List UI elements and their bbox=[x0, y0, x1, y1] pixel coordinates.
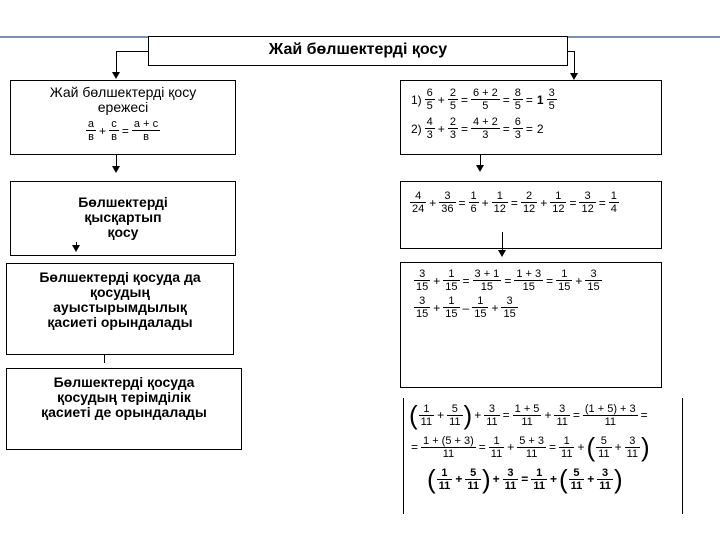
associative-box bbox=[6, 368, 242, 450]
example-commutative-1: $\frac{3}{15}$ + $\frac{1}{15}$ = $\frac{3 + 1}{15}$ = $\frac{1 + 3}{15}$ = $\frac{1}{15}$ + $\frac{3}{15}$ bbox=[416, 268, 600, 293]
connector bbox=[574, 51, 575, 74]
commutative-label: ауыстырымдылық bbox=[53, 299, 187, 315]
associative-label: қасиеті де орындалады bbox=[41, 404, 207, 420]
example-1: 1) $\frac{6}{5}$ + $\frac{2}{5}$ = $\frac{6 + 2}{5}$ = $\frac{8}{5}$ = 1 $\frac{3}{5}$ bbox=[411, 87, 555, 112]
rule-label: Жай бөлшектерді қосу bbox=[49, 84, 197, 100]
reduce-label: қосу bbox=[107, 224, 139, 240]
arrow-head bbox=[72, 245, 80, 252]
example-box-1 bbox=[400, 80, 662, 155]
arrow-head bbox=[112, 166, 120, 173]
example-box-3 bbox=[400, 262, 662, 388]
rule-box bbox=[10, 80, 236, 155]
commutative-label: Бөлшектерді қосуда да bbox=[39, 269, 201, 285]
arrow-head bbox=[570, 73, 578, 80]
arrow-head bbox=[498, 250, 506, 257]
diagram-title: Жай бөлшектерді қосу bbox=[148, 36, 568, 66]
arrow-head bbox=[112, 72, 120, 79]
example-associative bbox=[403, 398, 683, 514]
reduce-label: қысқартып bbox=[84, 209, 162, 225]
commutative-box bbox=[6, 263, 234, 355]
reduce-box bbox=[10, 181, 236, 256]
rule-formula: $\frac{a}{в}$ + $\frac{c}{в}$ = $\frac{a + c}{в}$ bbox=[87, 118, 159, 143]
example-associative-3: ( $\frac{1}{11}$ + $\frac{5}{11}$ ) + $\frac{3}{11}$ = $\frac{1}{11}$ + ( $\frac{5}{11}$ + $\frac{3}{11}$ ) bbox=[427, 464, 623, 494]
example-commutative-2: $\frac{3}{15}$ + $\frac{1}{15}$ – $\frac{1}{15}$ + $\frac{3}{15}$ bbox=[416, 295, 516, 320]
example-reduce: $\frac{4}{24}$ + $\frac{3}{36}$ = $\frac{1}{6}$ + $\frac{1}{12}$ = $\frac{2}{12}$ + $\frac{1}{12}$ = $\frac{3}{12}$ = $\frac{1}{4}$ bbox=[412, 190, 617, 215]
connector bbox=[502, 232, 503, 252]
example-associative-1: ( $\frac{1}{11}$ + $\frac{5}{11}$ ) + $\frac{3}{11}$ = $\frac{1 + 5}{11}$ + $\frac{3}{11}$ = $\frac{(1 + 5) + 3}{11}$ = bbox=[409, 400, 648, 430]
bracket-line bbox=[682, 398, 683, 514]
arrow-head bbox=[476, 165, 484, 172]
connector bbox=[116, 51, 117, 73]
associative-label: Бөлшектерді қосуда bbox=[53, 374, 195, 390]
commutative-label: қосудың bbox=[90, 284, 150, 300]
reduce-label: Бөлшектерді bbox=[78, 194, 168, 210]
example-2: 2) $\frac{4}{3}$ + $\frac{2}{3}$ = $\frac{4 + 2}{3}$ = $\frac{6}{3}$ = 2 bbox=[411, 116, 544, 141]
commutative-label: қасиеті орындалады bbox=[47, 314, 193, 330]
example-box-2 bbox=[400, 181, 662, 249]
connector bbox=[104, 355, 105, 363]
rule-label: ережесі bbox=[97, 99, 149, 115]
bracket-line bbox=[403, 398, 404, 514]
example-associative-2: = $\frac{1 + (5 + 3)}{11}$ = $\frac{1}{11}$ + $\frac{5 + 3}{11}$ = $\frac{1}{11}$ + ( $\frac{5}{11}$ + $\frac{3}{11}$ ) bbox=[411, 432, 650, 462]
connector bbox=[116, 51, 148, 52]
associative-label: қосудың терімділік bbox=[57, 389, 191, 405]
